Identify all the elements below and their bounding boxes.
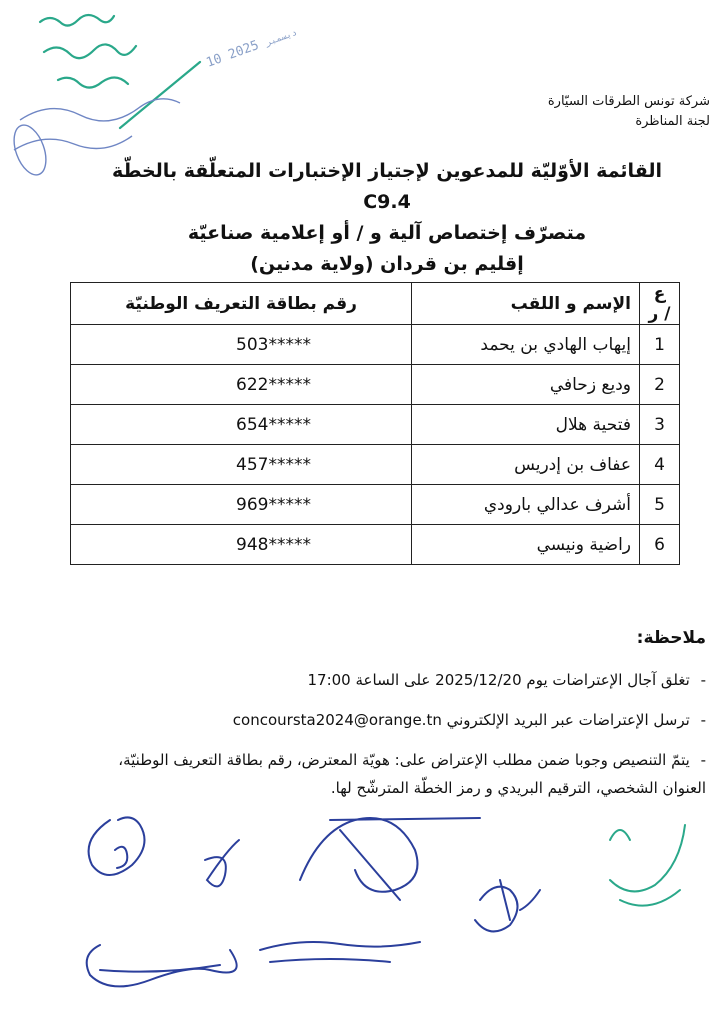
row-name: فتحية هلال (412, 405, 640, 445)
candidates-table (70, 282, 680, 565)
row-number: 6 (640, 525, 680, 565)
table-row (71, 485, 680, 525)
table-row (71, 405, 680, 445)
header-number: ع / ر (640, 283, 680, 325)
row-name: إيهاب الهادي بن يحمد (412, 325, 640, 365)
row-name: أشرف عدالي بارودي (412, 485, 640, 525)
row-id-card: 457***** (71, 445, 412, 485)
organization-header (548, 92, 710, 132)
row-id-card: 969***** (71, 485, 412, 525)
note-email: - ترسل الإعتراضات عبر البريد الإلكتروني concoursta2024@orange.tn (232, 711, 706, 729)
email-link[interactable]: concoursta2024@orange.tn (232, 711, 442, 729)
note-deadline: - تغلق آجال الإعتراضات يوم 2025/12/20 على الساعة 17:00 (307, 671, 706, 689)
committee-name: لجنة المناظرة (635, 114, 710, 129)
row-number: 3 (640, 405, 680, 445)
green-handwriting (40, 15, 200, 128)
note-requirements: - يتمّ التنصيص وجوبا ضمن مطلب الإعتراض على: هويّة المعترض، رقم بطاقة التعريف الوطنيّة، العنوان الشخصي، الترقيم البريدي و رمز الخطّة المترشّح لها. (118, 751, 706, 797)
table-row (71, 325, 680, 365)
table-row (71, 525, 680, 565)
row-id-card: 503***** (71, 325, 412, 365)
note-email-text: ترسل الإعتراضات عبر البريد الإلكتروني (446, 711, 690, 729)
header-id-card: رقم بطاقة التعريف الوطنيّة (71, 283, 412, 325)
note-deadline-time: 17:00 (307, 671, 351, 689)
note-deadline-text: تغلق آجال الإعتراضات يوم (526, 671, 690, 689)
row-name: راضية ونيسي (412, 525, 640, 565)
header-name: الإسم و اللقب (412, 283, 640, 325)
title-line-3: إقليم بن قردان (ولاية مدنين) (250, 253, 524, 275)
row-id-card: 948***** (71, 525, 412, 565)
row-id-card: 622***** (71, 365, 412, 405)
row-number: 5 (640, 485, 680, 525)
notes-section (90, 628, 706, 814)
notes-title: ملاحظة: (636, 628, 706, 648)
note-deadline-date: 2025/12/20 (435, 671, 522, 689)
title-line-2: متصرّف إختصاص آلية و / أو إعلامية صناعيّة (187, 222, 587, 244)
document-title (90, 156, 684, 280)
title-line-1: القائمة الأوّليّة للمدعوين لإجتياز الإختبارات المتعلّقة بالخطّة C9.4 (111, 160, 663, 213)
row-id-card: 654***** (71, 405, 412, 445)
note-requirements-text: يتمّ التنصيص وجوبا ضمن مطلب الإعتراض على: هويّة المعترض، رقم بطاقة التعريف الوطنيّة، العنوان الشخصي، الترقيم البريدي و رمز الخطّة المترشّح لها. (118, 751, 706, 797)
row-name: وديع زحافي (412, 365, 640, 405)
row-name: عفاف بن إدريس (412, 445, 640, 485)
note-deadline-time-label: على الساعة (355, 671, 431, 689)
row-number: 1 (640, 325, 680, 365)
table-row (71, 445, 680, 485)
row-number: 4 (640, 445, 680, 485)
stamp-date: 10 ديسمبر 2025 (204, 27, 299, 71)
table-header-row (71, 283, 680, 325)
signatures (87, 817, 685, 986)
table-row (71, 365, 680, 405)
row-number: 2 (640, 365, 680, 405)
company-name: شركة تونس الطرقات السيّارة (547, 94, 710, 109)
